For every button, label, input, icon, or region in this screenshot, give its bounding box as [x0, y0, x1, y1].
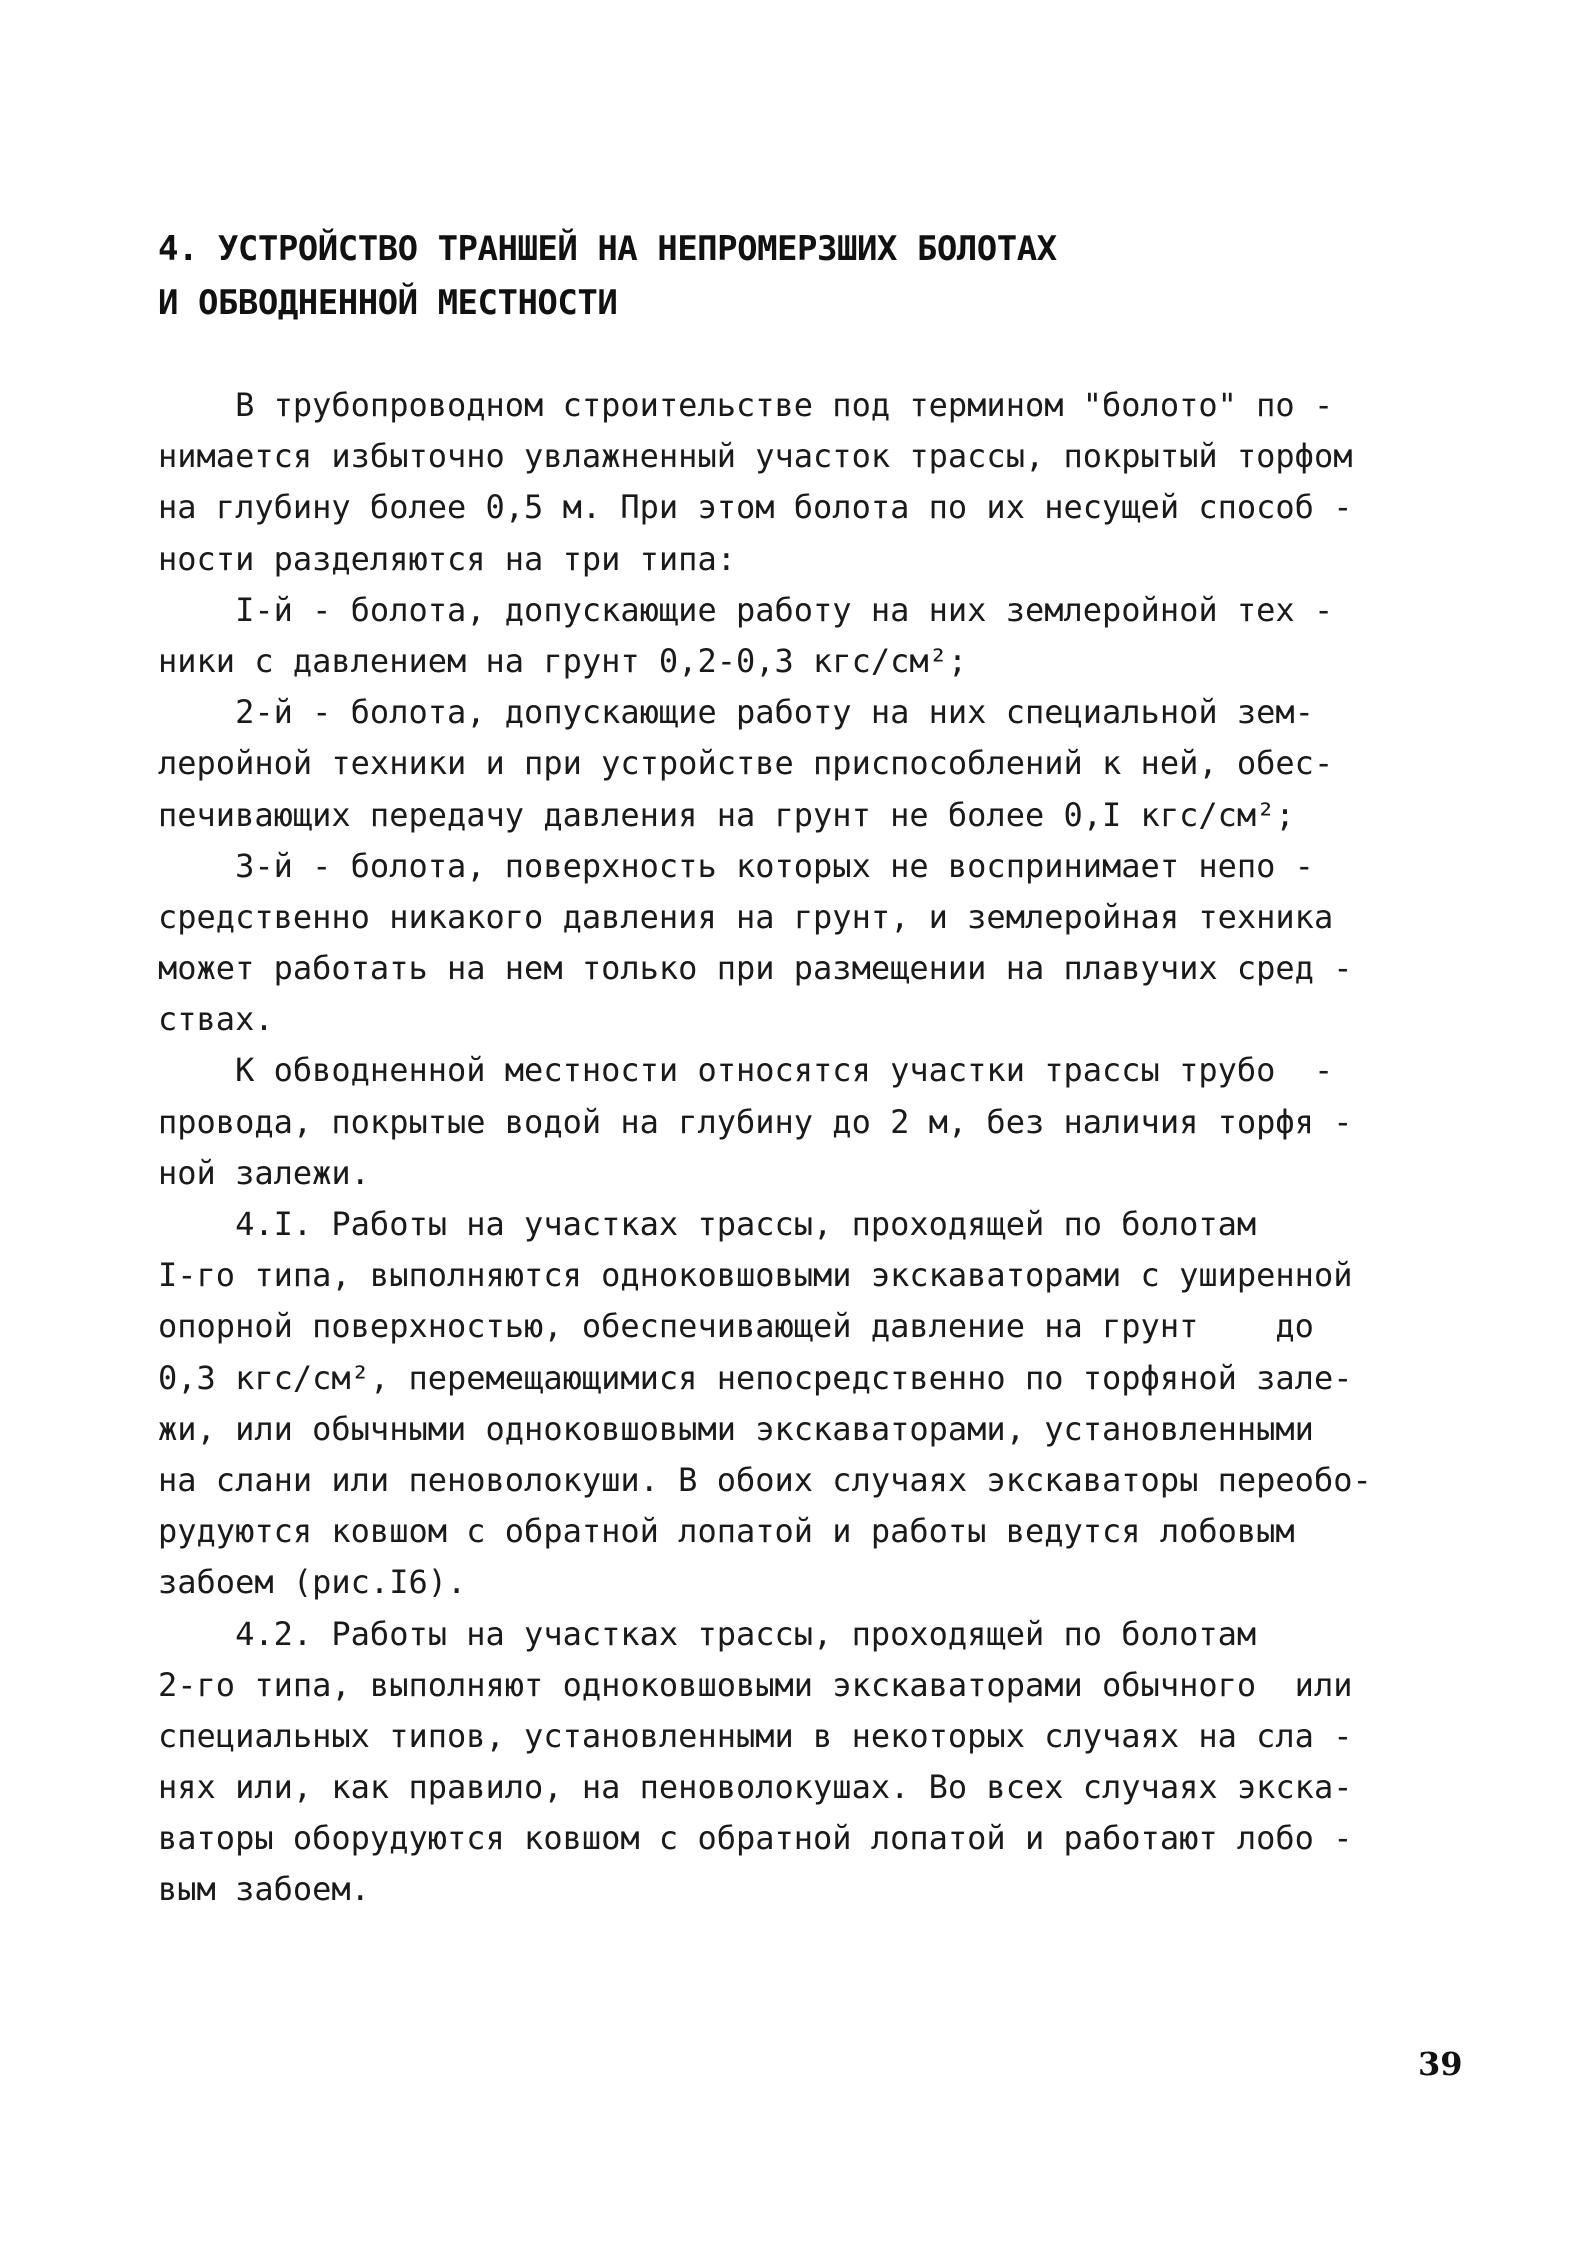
text-line: ваторы оборудуются ковшом с обратной лопатой и работают лобо -: [158, 1819, 1353, 1858]
text-line: специальных типов, установленными в некоторых случаях на сла -: [158, 1716, 1353, 1755]
body-text: [158, 380, 1458, 1916]
text-line: нимается избыточно увлажненный участок трассы, покрытый торфом: [158, 437, 1353, 476]
text-line: средственно никакого давления на грунт, и землеройная техника: [158, 897, 1334, 936]
section-heading: [158, 222, 1458, 330]
text-line: К обводненной местности относятся участки трассы трубо -: [158, 1051, 1334, 1090]
text-line: 3-й - болота, поверхность которых не воспринимает непо -: [158, 846, 1314, 885]
text-line: провода, покрытые водой на глубину до 2 м, без наличия торфя -: [158, 1102, 1353, 1141]
text-line: печивающих передачу давления на грунт не более 0,I кгс/см²;: [158, 795, 1295, 834]
text-line: жи, или обычными одноковшовыми экскаваторами, установленными: [158, 1409, 1314, 1448]
text-line: ствах.: [158, 1000, 274, 1039]
text-line: ной залежи.: [158, 1153, 370, 1192]
text-line: на слани или пеноволокуши. В обоих случаях экскаваторы переобо-: [158, 1460, 1372, 1499]
text-line: I-го типа, выполняются одноковшовыми экскаваторами с уширенной: [158, 1256, 1353, 1295]
text-line: 0,3 кгс/см², перемещающимися непосредственно по торфяной зале-: [158, 1358, 1353, 1397]
text-line: 2-й - болота, допускающие работу на них специальной зем-: [158, 693, 1314, 732]
text-line: леройной техники и при устройстве приспособлений к ней, обес-: [158, 744, 1334, 783]
text-line: нях или, как правило, на пеноволокушах. Во всех случаях экска-: [158, 1768, 1353, 1807]
text-line: ности разделяются на три типа:: [158, 539, 736, 578]
heading-line-2: И ОБВОДНЕННОЙ МЕСТНОСТИ: [158, 283, 618, 323]
text-line: рудуются ковшом с обратной лопатой и работы ведутся лобовым: [158, 1512, 1295, 1551]
heading-line-1: 4. УСТРОЙСТВО ТРАНШЕЙ НА НЕПРОМЕРЗШИХ БОЛОТАХ: [158, 229, 1057, 269]
text-line: I-й - болота, допускающие работу на них землеройной тех -: [158, 590, 1334, 629]
text-line: может работать на нем только при размещении на плавучих сред -: [158, 949, 1353, 988]
text-line: 4.I. Работы на участках трассы, проходящей по болотам: [158, 1205, 1257, 1243]
text-line: 2-го типа, выполняют одноковшовыми экскаваторами обычного или: [158, 1665, 1353, 1704]
text-line: ники с давлением на грунт 0,2-0,3 кгс/см²;: [158, 641, 968, 680]
text-line: опорной поверхностью, обеспечивающей давление на грунт до: [158, 1307, 1314, 1346]
text-line: 4.2. Работы на участках трассы, проходящей по болотам: [158, 1614, 1257, 1653]
text-line: на глубину более 0,5 м. При этом болота по их несущей способ -: [158, 488, 1353, 527]
text-line: вым забоем.: [158, 1870, 370, 1909]
text-line: забоем (рис.I6).: [158, 1563, 467, 1602]
page-number: 39: [1418, 2045, 1463, 2083]
text-line: В трубопроводном строительстве под термином "болото" по -: [158, 386, 1334, 424]
